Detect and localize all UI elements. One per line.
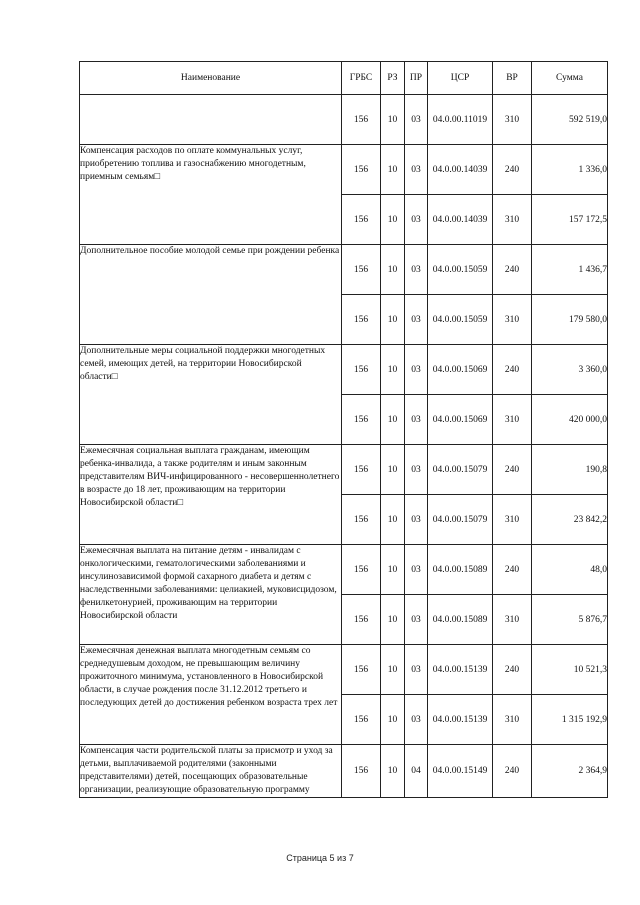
cell-vr: 310 <box>493 695 532 745</box>
cell-pr: 03 <box>405 495 428 545</box>
cell-vr: 240 <box>493 745 532 798</box>
cell-rz: 10 <box>381 595 405 645</box>
cell-rz: 10 <box>381 395 405 445</box>
cell-vr: 310 <box>493 395 532 445</box>
cell-sum: 5 876,7 <box>532 595 608 645</box>
cell-vr: 310 <box>493 295 532 345</box>
cell-grbs: 156 <box>342 295 381 345</box>
cell-sum: 157 172,5 <box>532 195 608 245</box>
cell-vr: 240 <box>493 345 532 395</box>
cell-grbs: 156 <box>342 195 381 245</box>
cell-sum: 420 000,0 <box>532 395 608 445</box>
cell-grbs: 156 <box>342 595 381 645</box>
cell-grbs: 156 <box>342 695 381 745</box>
cell-csr: 04.0.00.11019 <box>428 95 493 145</box>
cell-vr: 240 <box>493 445 532 495</box>
cell-rz: 10 <box>381 345 405 395</box>
cell-rz: 10 <box>381 195 405 245</box>
cell-sum: 179 580,0 <box>532 295 608 345</box>
table-row <box>80 345 608 395</box>
cell-pr: 03 <box>405 145 428 195</box>
cell-grbs: 156 <box>342 145 381 195</box>
cell-sum: 1 315 192,9 <box>532 695 608 745</box>
cell-pr: 03 <box>405 595 428 645</box>
page-number: Страница 5 из 7 <box>286 853 354 863</box>
cell-csr: 04.0.00.15089 <box>428 545 493 595</box>
cell-grbs: 156 <box>342 545 381 595</box>
table-row <box>80 95 608 145</box>
cell-sum: 10 521,3 <box>532 645 608 695</box>
cell-rz: 10 <box>381 745 405 798</box>
cell-sum: 1 336,0 <box>532 145 608 195</box>
cell-name: Ежемесячная выплата на питание детям - инвалидам с онкологическими, гематологическими заболеваниями и инсулинозависимой формой сахарного диабета и детям с наследственными заболеваниями: целиакией, муковисцидозом, фенилкетонурией, проживающим на территории Новосибирской области <box>80 545 342 645</box>
cell-grbs: 156 <box>342 645 381 695</box>
cell-name: Дополнительное пособие молодой семье при рождении ребенка <box>80 245 342 345</box>
cell-csr: 04.0.00.15089 <box>428 595 493 645</box>
table-row <box>80 645 608 695</box>
cell-pr: 03 <box>405 395 428 445</box>
cell-grbs: 156 <box>342 445 381 495</box>
table-row <box>80 745 608 798</box>
cell-vr: 240 <box>493 545 532 595</box>
cell-name <box>80 95 342 145</box>
cell-vr: 240 <box>493 145 532 195</box>
cell-grbs: 156 <box>342 95 381 145</box>
cell-csr: 04.0.00.14039 <box>428 145 493 195</box>
cell-csr: 04.0.00.15069 <box>428 345 493 395</box>
cell-vr: 240 <box>493 645 532 695</box>
header-sum: Сумма <box>532 62 608 95</box>
cell-sum: 190,8 <box>532 445 608 495</box>
cell-sum: 23 842,2 <box>532 495 608 545</box>
table-row <box>80 145 608 195</box>
cell-csr: 04.0.00.14039 <box>428 195 493 245</box>
cell-pr: 03 <box>405 195 428 245</box>
header-rz: РЗ <box>381 62 405 95</box>
table-row <box>80 245 608 295</box>
cell-csr: 04.0.00.15139 <box>428 695 493 745</box>
cell-name: Компенсация части родительской платы за присмотр и уход за детьми, выплачиваемой родителями (законными представителями) детей, посещающих образовательные организации, реализующие образовательную программу <box>80 745 342 798</box>
cell-rz: 10 <box>381 445 405 495</box>
cell-rz: 10 <box>381 295 405 345</box>
cell-rz: 10 <box>381 645 405 695</box>
cell-name: Компенсация расходов по оплате коммунальных услуг, приобретению топлива и газоснабжению многодетным, приемным семьям□ <box>80 145 342 245</box>
table-header-row <box>80 62 608 95</box>
cell-name: Дополнительные меры социальной поддержки многодетных семей, имеющих детей, на территории Новосибирской области□ <box>80 345 342 445</box>
cell-pr: 03 <box>405 95 428 145</box>
cell-pr: 03 <box>405 295 428 345</box>
header-name: Наименование <box>80 62 342 95</box>
cell-csr: 04.0.00.15079 <box>428 495 493 545</box>
budget-table <box>79 61 608 798</box>
cell-sum: 3 360,0 <box>532 345 608 395</box>
cell-name: Ежемесячная денежная выплата многодетным семьям со среднедушевым доходом, не превышающим величину прожиточного минимума, установленного в Новосибирской области, в случае рождения после 31.12.2012 третьего и последующих детей до достижения ребенком возраста трех лет <box>80 645 342 745</box>
cell-csr: 04.0.00.15079 <box>428 445 493 495</box>
cell-rz: 10 <box>381 495 405 545</box>
cell-grbs: 156 <box>342 495 381 545</box>
cell-vr: 240 <box>493 245 532 295</box>
table-row <box>80 445 608 495</box>
cell-rz: 10 <box>381 95 405 145</box>
cell-sum: 592 519,0 <box>532 95 608 145</box>
cell-name: Ежемесячная социальная выплата гражданам, имеющим ребенка-инвалида, а также родителям и иным законным представителям ВИЧ-инфицированного - несовершеннолетнего в возрасте до 18 лет, проживающим на территории Новосибирской области□ <box>80 445 342 545</box>
cell-csr: 04.0.00.15059 <box>428 245 493 295</box>
cell-pr: 03 <box>405 545 428 595</box>
cell-sum: 48,0 <box>532 545 608 595</box>
cell-rz: 10 <box>381 245 405 295</box>
table-row <box>80 545 608 595</box>
cell-csr: 04.0.00.15149 <box>428 745 493 798</box>
header-grbs: ГРБС <box>342 62 381 95</box>
cell-pr: 03 <box>405 345 428 395</box>
cell-pr: 04 <box>405 745 428 798</box>
cell-grbs: 156 <box>342 745 381 798</box>
cell-pr: 03 <box>405 695 428 745</box>
cell-csr: 04.0.00.15069 <box>428 395 493 445</box>
header-pr: ПР <box>405 62 428 95</box>
cell-pr: 03 <box>405 445 428 495</box>
header-csr: ЦСР <box>428 62 493 95</box>
cell-rz: 10 <box>381 145 405 195</box>
cell-sum: 2 364,9 <box>532 745 608 798</box>
cell-vr: 310 <box>493 195 532 245</box>
cell-pr: 03 <box>405 245 428 295</box>
cell-rz: 10 <box>381 695 405 745</box>
header-vr: ВР <box>493 62 532 95</box>
cell-vr: 310 <box>493 595 532 645</box>
cell-grbs: 156 <box>342 345 381 395</box>
cell-vr: 310 <box>493 95 532 145</box>
cell-pr: 03 <box>405 645 428 695</box>
cell-sum: 1 436,7 <box>532 245 608 295</box>
cell-vr: 310 <box>493 495 532 545</box>
cell-csr: 04.0.00.15139 <box>428 645 493 695</box>
cell-rz: 10 <box>381 545 405 595</box>
cell-grbs: 156 <box>342 245 381 295</box>
cell-csr: 04.0.00.15059 <box>428 295 493 345</box>
cell-grbs: 156 <box>342 395 381 445</box>
